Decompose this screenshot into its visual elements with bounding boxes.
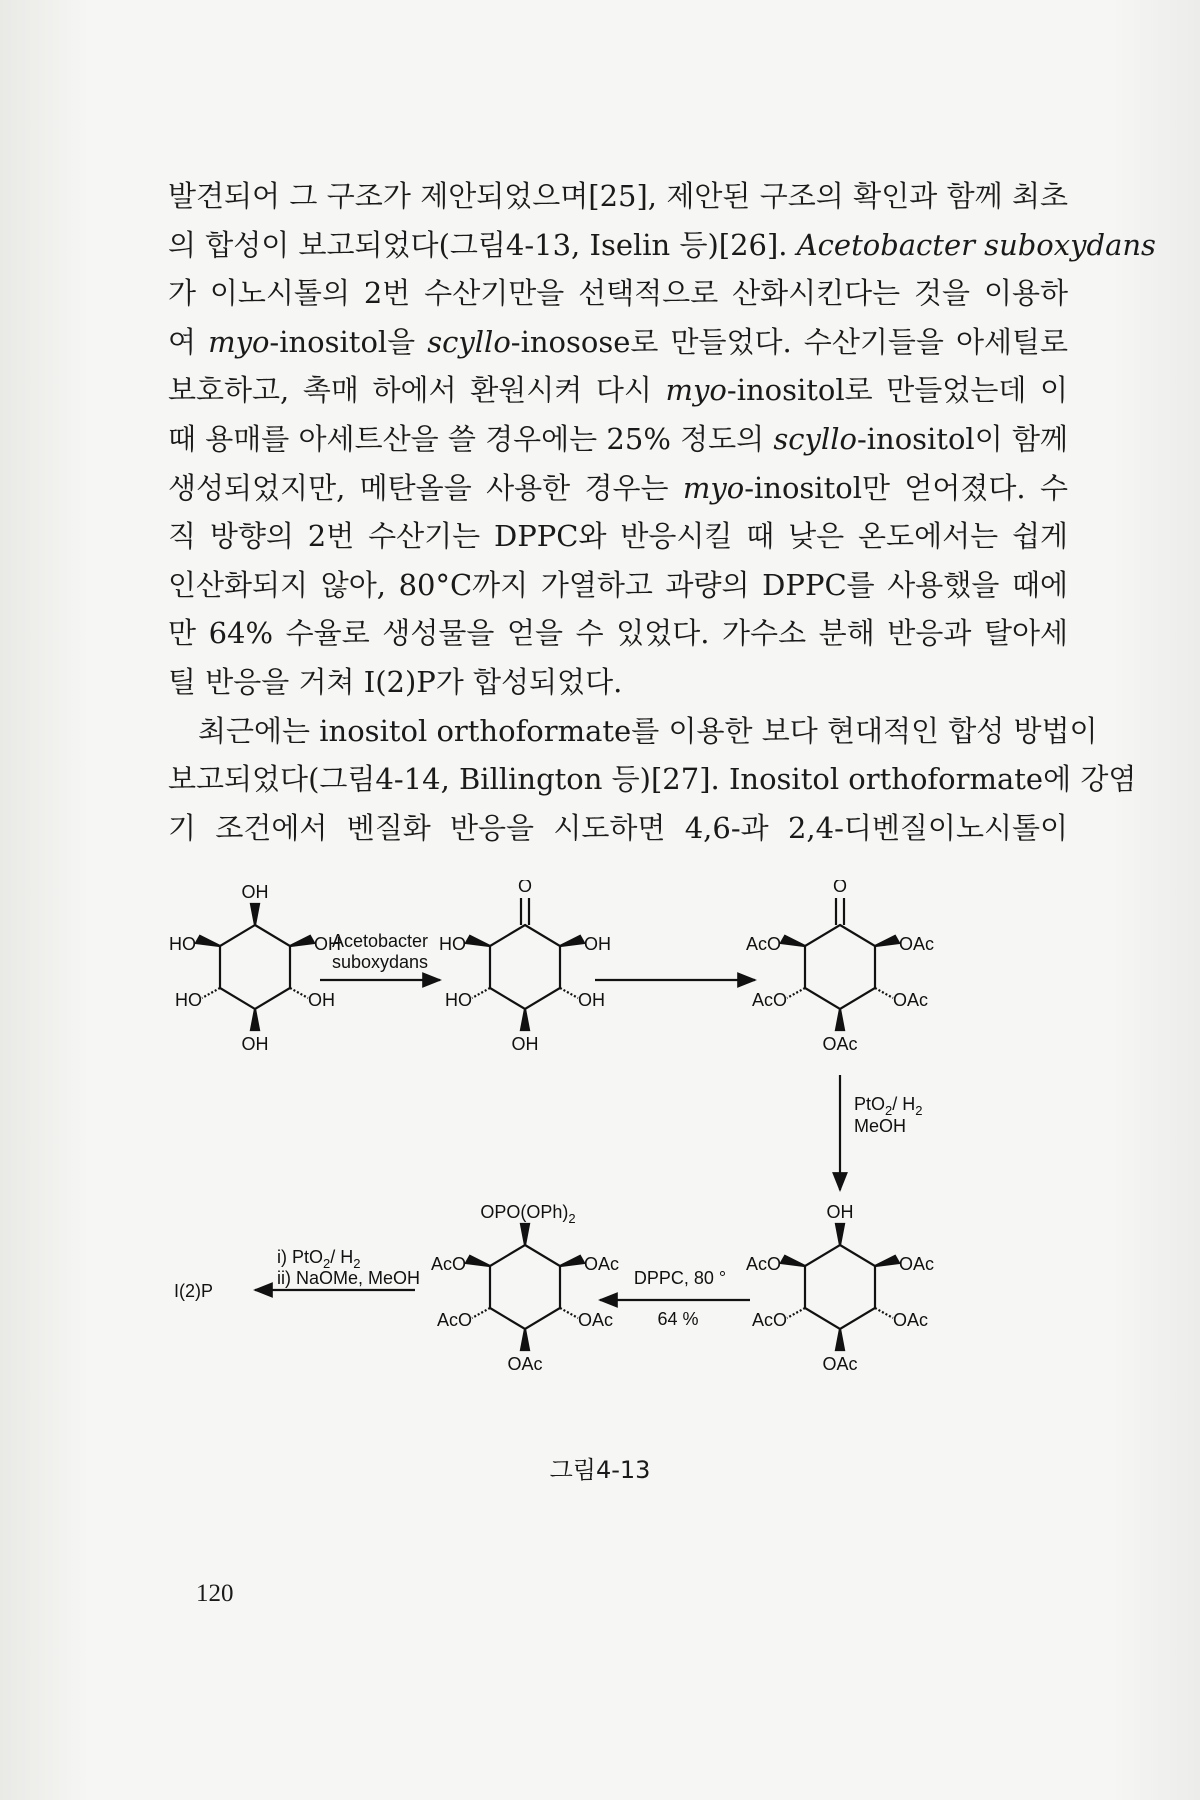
text-line-3: 가 이노시톨의 2번 수산기만을 선택적으로 산화시킨다는 것을 이용하 xyxy=(168,276,1068,311)
text-line-13: 보고되었다(그림4-14, Billington 등)[27]. Inositol orthoformate에 강염 xyxy=(168,762,1137,797)
product-label: I(2)P xyxy=(174,1281,214,1301)
text-line-6: 때 용매를 아세트산을 쓸 경우에는 25% 정도의 scyllo-inositol이 함께 xyxy=(168,421,1068,456)
molecule-pentaacetyl-inosose xyxy=(781,898,899,1030)
paragraph-1 xyxy=(168,172,1156,707)
m2-oh-bottom-right: OH xyxy=(578,990,605,1010)
reagent-4-line-1: i) PtO$_2$/ $H_2$ xyxy=(277,1247,361,1271)
m5-oac-bottom-right: OAc xyxy=(578,1310,614,1330)
reagent-1-line-2: suboxydans xyxy=(331,952,429,972)
molecule-scyllo-inosose xyxy=(466,898,584,1030)
text-line-10: 만 64% 수율로 생성물을 얻을 수 있었다. 가수소 분해 반응과 탈아세 xyxy=(168,616,1068,651)
text-line-7: 생성되었지만, 메탄올을 사용한 경우는 myo-inositol만 얻어졌다. 수 xyxy=(168,470,1068,505)
m1-oh-right: OH xyxy=(314,934,341,954)
m5-oac-bottom: OAc xyxy=(507,1354,543,1374)
reagent-3-line-2: 64 % xyxy=(657,1309,699,1329)
m4-oac-bottom-right: OAc xyxy=(893,1310,929,1330)
reagent-2-line-2: MeOH xyxy=(854,1116,907,1136)
text-line-2: 의 합성이 보고되었다(그림4-13, Iselin 등)[26]. Acetobacter suboxydans xyxy=(168,227,1156,262)
m1-ho-left: HO xyxy=(169,934,196,954)
text-line-1: 발견되어 그 구조가 제안되었으며[25], 제안된 구조의 확인과 함께 최초 xyxy=(168,179,1068,213)
molecule-pentaacetyl-inositol xyxy=(781,1224,899,1350)
m2-oh-bottom: OH xyxy=(511,1034,539,1054)
reagent-2-line-1: PtO$_2$/ $H_2$ xyxy=(854,1094,923,1118)
paragraph-2 xyxy=(168,707,1137,853)
text-line-9: 인산화되지 않아, 80°C까지 가열하고 과량의 DPPC를 사용했을 때에 xyxy=(168,567,1068,602)
m5-oac-right: OAc xyxy=(584,1254,620,1274)
m3-oac-bottom-right: OAc xyxy=(893,990,929,1010)
m4-aco-left: AcO xyxy=(745,1254,781,1274)
text-line-4: 여 myo-inositol을 scyllo-inosose로 만들었다. 수산기들을 아세틸로 xyxy=(168,324,1068,359)
m2-o-top: O xyxy=(517,880,533,896)
m1-oh-bottom: OH xyxy=(241,1034,269,1054)
m1-oh-top: OH xyxy=(241,882,269,902)
m4-oac-right: OAc xyxy=(899,1254,935,1274)
reagent-1-line-1: Acetobacter xyxy=(331,931,429,951)
text-line-14: 기 조건에서 벤질화 반응을 시도하면 4,6-과 2,4-디벤질이노시톨이 xyxy=(168,810,1068,845)
m1-oh-bottom-right: OH xyxy=(308,990,335,1010)
m5-phosphate-top: $OPO(OPh)_2$ xyxy=(480,1202,576,1226)
m1-ho-bottom-left: HO xyxy=(175,990,202,1010)
molecule-phosphorylated xyxy=(466,1224,584,1350)
m4-oh-top: OH xyxy=(826,1202,854,1222)
m3-oac-right: OAc xyxy=(899,934,935,954)
m3-aco-bottom-left: AcO xyxy=(751,990,787,1010)
body-text xyxy=(168,172,1156,852)
m3-aco-left: AcO xyxy=(745,934,781,954)
text-line-11: 틸 반응을 거쳐 I(2)P가 합성되었다. xyxy=(168,664,623,699)
text-line-5: 보호하고, 촉매 하에서 환원시켜 다시 myo-inositol로 만들었는데 이 xyxy=(168,373,1068,408)
m4-aco-bottom-left: AcO xyxy=(751,1310,787,1330)
text-line-8: 직 방향의 2번 수산기는 DPPC와 반응시킬 때 낮은 온도에서는 쉽게 xyxy=(168,519,1068,554)
reagent-3-line-1: DPPC, 80 ° xyxy=(633,1268,727,1288)
reaction-scheme-svg xyxy=(150,880,1080,1440)
m2-oh-right: OH xyxy=(584,934,611,954)
m3-oac-bottom: OAc xyxy=(822,1034,858,1054)
reagent-4-line-2: ii) NaOMe, MeOH xyxy=(277,1268,421,1288)
m5-aco-left: AcO xyxy=(430,1254,466,1274)
m2-ho-left: HO xyxy=(439,934,466,954)
m5-aco-bottom-left: AcO xyxy=(436,1310,472,1330)
text-line-12: 최근에는 inositol orthoformate를 이용한 보다 현대적인 합성 방법이 xyxy=(198,713,1098,748)
m2-ho-bottom-left: HO xyxy=(445,990,472,1010)
figure-caption: 그림4-13 xyxy=(549,1456,651,1484)
m4-oac-bottom: OAc xyxy=(822,1354,858,1374)
page-number: 120 xyxy=(196,1580,234,1607)
reaction-scheme xyxy=(150,880,1080,1440)
molecule-myo-inositol xyxy=(196,904,314,1030)
m3-o-top: O xyxy=(832,880,848,896)
